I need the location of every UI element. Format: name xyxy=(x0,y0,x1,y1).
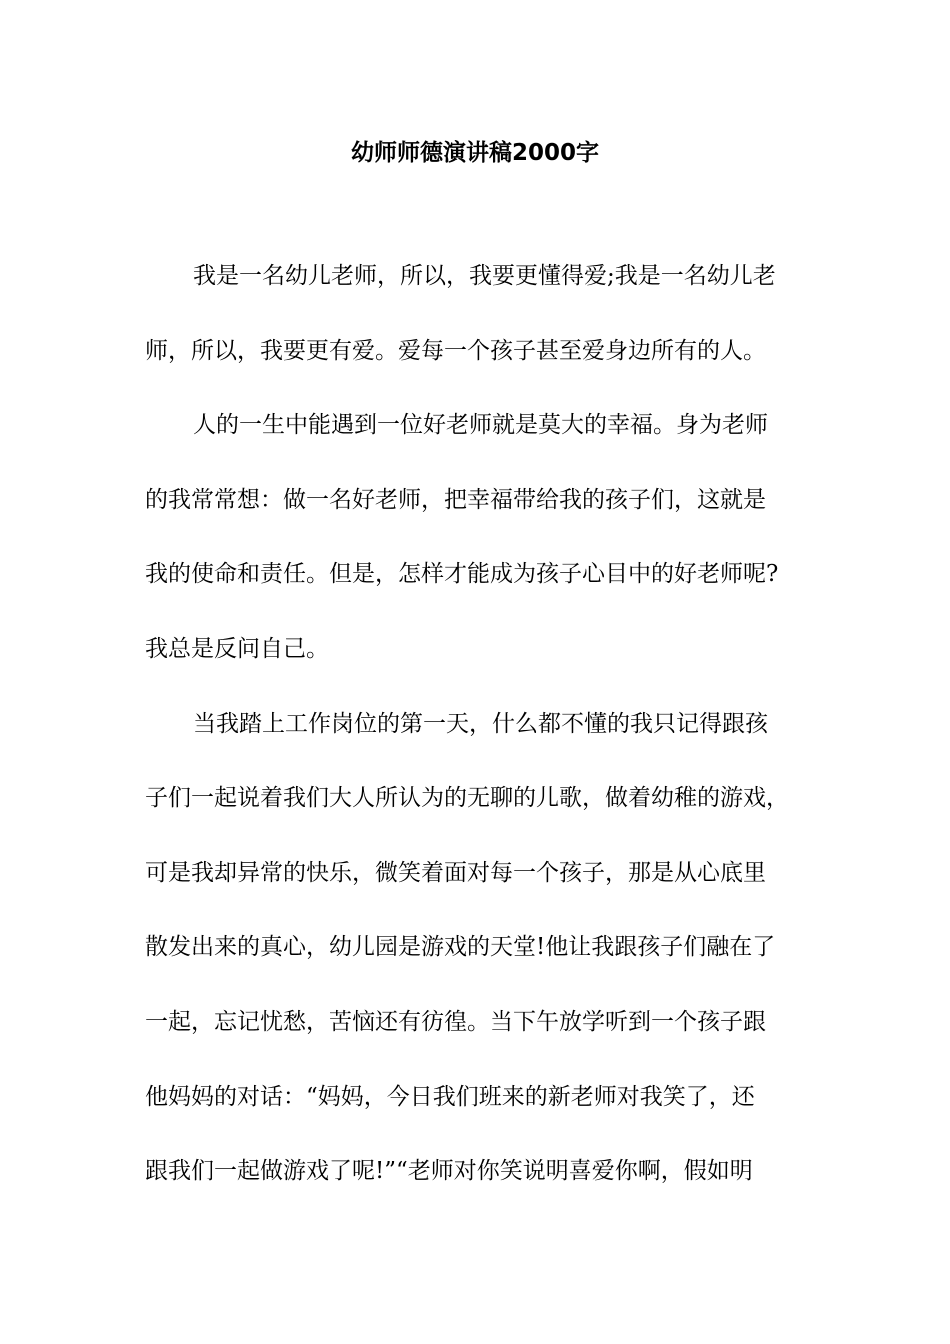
paragraph-3-line-6: 他妈妈的对话：“妈妈，今日我们班来的新老师对我笑了，还 xyxy=(145,1084,755,1110)
paragraph-2-line-1: 人的一生中能遇到一位好老师就是莫大的幸福。身为老师 xyxy=(193,412,768,438)
paragraph-2-line-2: 的我常常想：做一名好老师，把幸福带给我的孩子们，这就是 xyxy=(145,487,766,513)
paragraph-2-line-3: 我的使命和责任。但是，怎样才能成为孩子心目中的好老师呢? xyxy=(145,561,779,587)
document-title: 幼师师德演讲稿2000字 xyxy=(350,140,599,166)
paragraph-3-line-5: 一起，忘记忧愁，苦恼还有彷徨。当下午放学听到一个孩子跟 xyxy=(145,1009,766,1035)
paragraph-3-line-4: 散发出来的真心，幼儿园是游戏的天堂!他让我跟孩子们融在了 xyxy=(145,934,776,960)
paragraph-1-line-1: 我是一名幼儿老师，所以，我要更懂得爱;我是一名幼儿老 xyxy=(193,263,776,289)
paragraph-2-line-4: 我总是反问自己。 xyxy=(145,636,329,662)
paragraph-3-line-7: 跟我们一起做游戏了呢!”“老师对你笑说明喜爱你啊，假如明 xyxy=(145,1158,753,1184)
paragraph-3-line-1: 当我踏上工作岗位的第一天，什么都不懂的我只记得跟孩 xyxy=(193,711,768,737)
paragraph-3-line-2: 子们一起说着我们大人所认为的无聊的儿歌，做着幼稚的游戏， xyxy=(145,785,789,811)
paragraph-1-line-2: 师，所以，我要更有爱。爱每一个孩子甚至爱身边所有的人。 xyxy=(145,338,766,364)
paragraph-3-line-3: 可是我却异常的快乐，微笑着面对每一个孩子，那是从心底里 xyxy=(145,860,766,886)
